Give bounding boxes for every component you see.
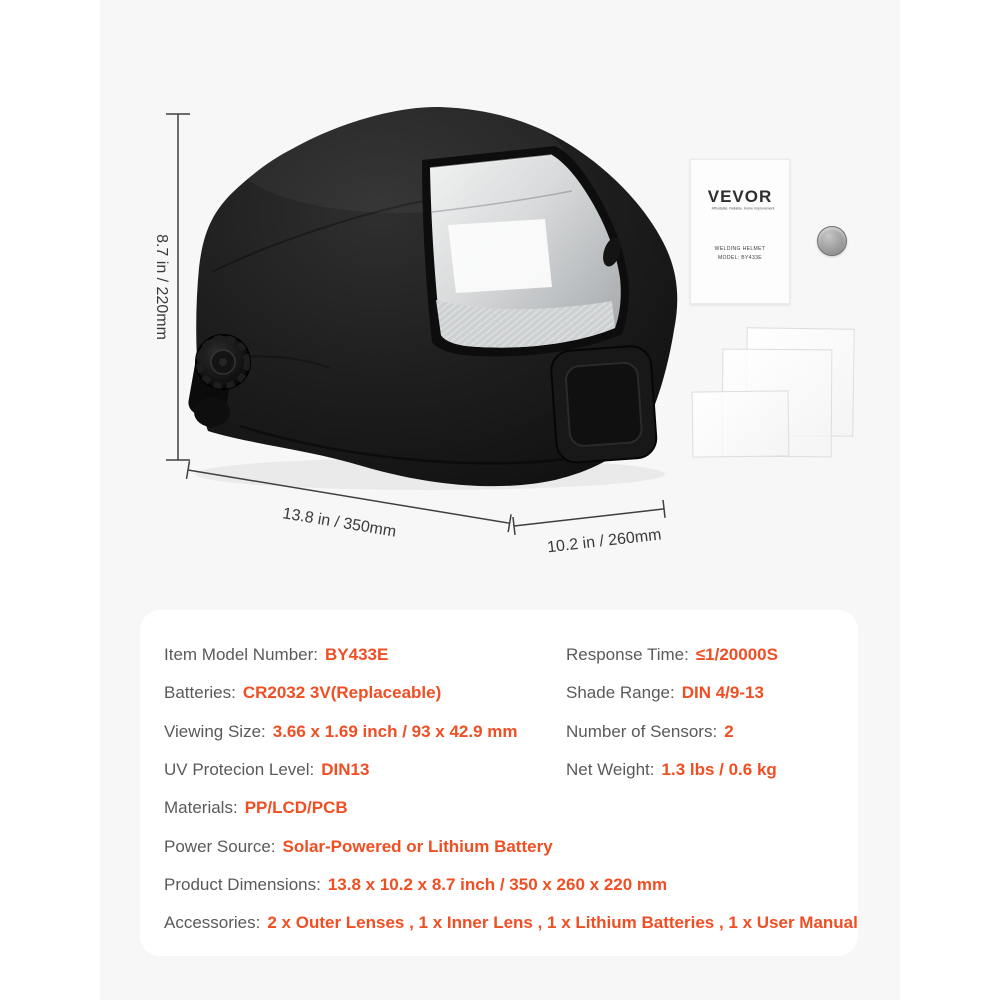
spec-row-accessories: Accessories: 2 x Outer Lenses , 1 x Inner Lens , 1 x Lithium Batteries , 1 x User Manual (164, 913, 858, 933)
spec-row-power-source: Power Source: Solar-Powered or Lithium Battery (164, 836, 553, 856)
user-manual (690, 159, 790, 304)
front-grip (550, 345, 658, 464)
spec-row-sensors: Number of Sensors: 2 (566, 721, 734, 741)
spec-row-batteries: Batteries: CR2032 3V(Replaceable) (164, 683, 442, 703)
spec-row-product-dimensions: Product Dimensions: 13.8 x 10.2 x 8.7 inch / 350 x 260 x 220 mm (164, 874, 668, 894)
lens-reflection (448, 219, 552, 293)
manual-model-number: MODEL: BY433E (717, 255, 763, 261)
manual-brand-logo: VEVOR (707, 187, 773, 206)
spec-column-right (566, 636, 778, 789)
spec-row-materials: Materials: PP/LCD/PCB (164, 798, 348, 818)
spec-row-viewing-size: Viewing Size: 3.66 x 1.69 inch / 93 x 42.9 mm (164, 721, 518, 741)
spec-row-uv-protection: UV Protecion Level: DIN13 (164, 760, 370, 780)
spec-row-net-weight: Net Weight: 1.3 lbs / 0.6 kg (566, 760, 777, 780)
spec-card (140, 610, 858, 956)
manual-product-name: WELDING HELMET (714, 246, 766, 252)
spec-row-shade-range: Shade Range: DIN 4/9-13 (566, 683, 764, 703)
coin-battery (817, 226, 847, 256)
depth-dimension-label: 10.2 in / 260mm (546, 526, 663, 557)
spec-row-item-model: Item Model Number: BY433E (164, 645, 389, 665)
spec-row-response-time: Response Time: ≤1/20000S (566, 645, 778, 665)
width-dimension-label: 13.8 in / 350mm (281, 505, 398, 541)
manual-tagline: Affordable. Reliable. Home Improvement. (711, 207, 776, 211)
height-dimension-label: 8.7 in / 220mm (153, 234, 170, 340)
inner-lens-sheet (692, 390, 790, 457)
depth-dimension (513, 500, 668, 560)
